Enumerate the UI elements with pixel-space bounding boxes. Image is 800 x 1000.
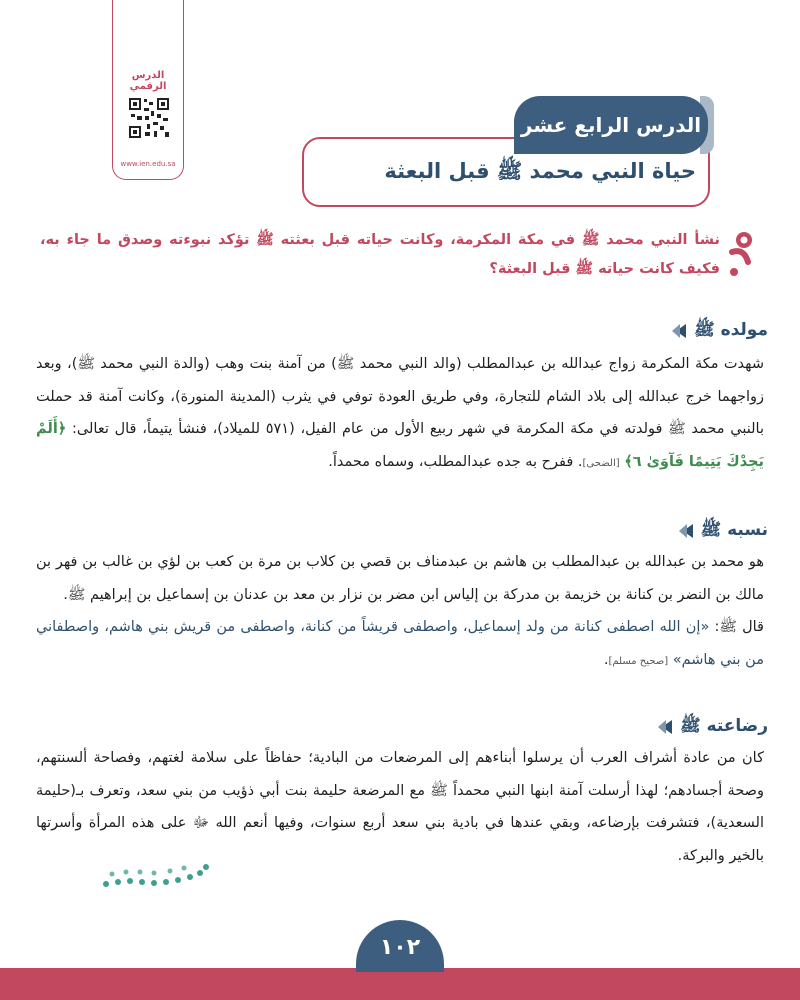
- quran-verse: ﴿أَلَمْ يَجِدْكَ يَتِيمًا فَآوَىٰ ⁦٦⁩﴾: [36, 421, 764, 470]
- section-heading-lineage-label: نسبه ﷺ: [700, 519, 768, 540]
- qr-code-icon[interactable]: [127, 96, 171, 140]
- hadith-reference: [صحيح مسلم]: [608, 655, 669, 667]
- birth-text-part1: شهدت مكة المكرمة زواج عبدالله بن عبدالمطلب (والد النبي محمد ﷺ) من آمنة بنت وهب (والدة النبي محمد ﷺ)، وبعد زواجهما خرج عبدالله إلى بلاد الشام للتجارة، وفي طريق العودة توفي في يثرب (المدينة المنورة)، وكانت آمنة قد حملت بالنبي محمد ﷺ فولدته في مكة المكرمة في شهر ربيع الأول من عام الفيل، (٥٧١ للميلاد)، فنشأ يتيماً، قال تعالى:: [36, 356, 764, 437]
- section-heading-nursing: [656, 714, 768, 740]
- section-heading-nursing-label: رضاعته ﷺ: [680, 715, 768, 736]
- lineage-text: هو محمد بن عبدالله بن عبدالمطلب بن هاشم بن عبدمناف بن قصي بن كلاب بن مرة بن كعب بن لؤي بن غالب بن فهر بن مالك بن النضر بن كنانة بن خزيمة بن مدركة بن إلياس ابن مضر بن نزار بن معد بن عدنان بن إسماعيل بن إبراهيم ﷺ.: [36, 554, 764, 603]
- digital-lesson-url[interactable]: www.ien.edu.sa: [120, 160, 176, 168]
- question-mark-icon: [722, 222, 758, 280]
- section-arrow-icon: [670, 322, 688, 340]
- lineage-paragraph: [36, 546, 764, 678]
- quran-reference: [الضحى]: [582, 457, 620, 469]
- page-number: ١٠٢: [356, 920, 444, 972]
- lesson-title: حياة النبي محمد ﷺ قبل البعثة: [384, 159, 696, 183]
- footer-bar: [0, 968, 800, 1000]
- decorative-dots-icon: [100, 862, 210, 892]
- section-heading-birth: [670, 318, 768, 344]
- lesson-number: الدرس الرابع عشر: [514, 96, 708, 154]
- hadith-intro: قال ﷺ:: [709, 619, 764, 635]
- birth-paragraph: [36, 348, 764, 480]
- hadith-text: «إن الله اصطفى كنانة من ولد إسماعيل، واصطفى قريشاً من كنانة، واصطفى من قريش بني هاشم، واصطفاني من بني هاشم»: [36, 619, 764, 668]
- section-heading-birth-label: مولده ﷺ: [694, 319, 768, 340]
- nursing-paragraph: كان من عادة أشراف العرب أن يرسلوا أبناءهم إلى المرضعات من البادية؛ حفاظاً على سلامة لغتهم، وفصاحة ألسنتهم، وصحة أجسادهم؛ لهذا أرسلت آمنة ابنها النبي محمداً ﷺ مع المرضعة حليمة بنت أبي ذؤيب من بني سعد، وتعرف بـ(حليمة السعدية)، فتشرفت بإرضاعه، وبقي عندها في بادية بني سعد أربع سنوات، وفيها أنعم الله ﷻ على هذه المرأة وأسرتها بالخير والبركة.: [36, 750, 764, 864]
- digital-lesson-card[interactable]: [112, 0, 184, 180]
- section-heading-lineage: [677, 518, 768, 544]
- digital-lesson-label: الدرس الرقمي: [129, 70, 167, 92]
- birth-text-part2: . ففرح به جده عبدالمطلب، وسماه محمداً.: [328, 453, 583, 470]
- section-arrow-icon: [677, 522, 695, 540]
- lesson-intro: نشأ النبي محمد ﷺ في مكة المكرمة، وكانت حياته قبل بعثته ﷺ تؤكد نبوءته وصدق ما جاء به، فكيف كانت حياته ﷺ قبل البعثة؟: [40, 232, 720, 277]
- section-arrow-icon: [656, 718, 674, 736]
- hadith-end: .: [603, 651, 609, 668]
